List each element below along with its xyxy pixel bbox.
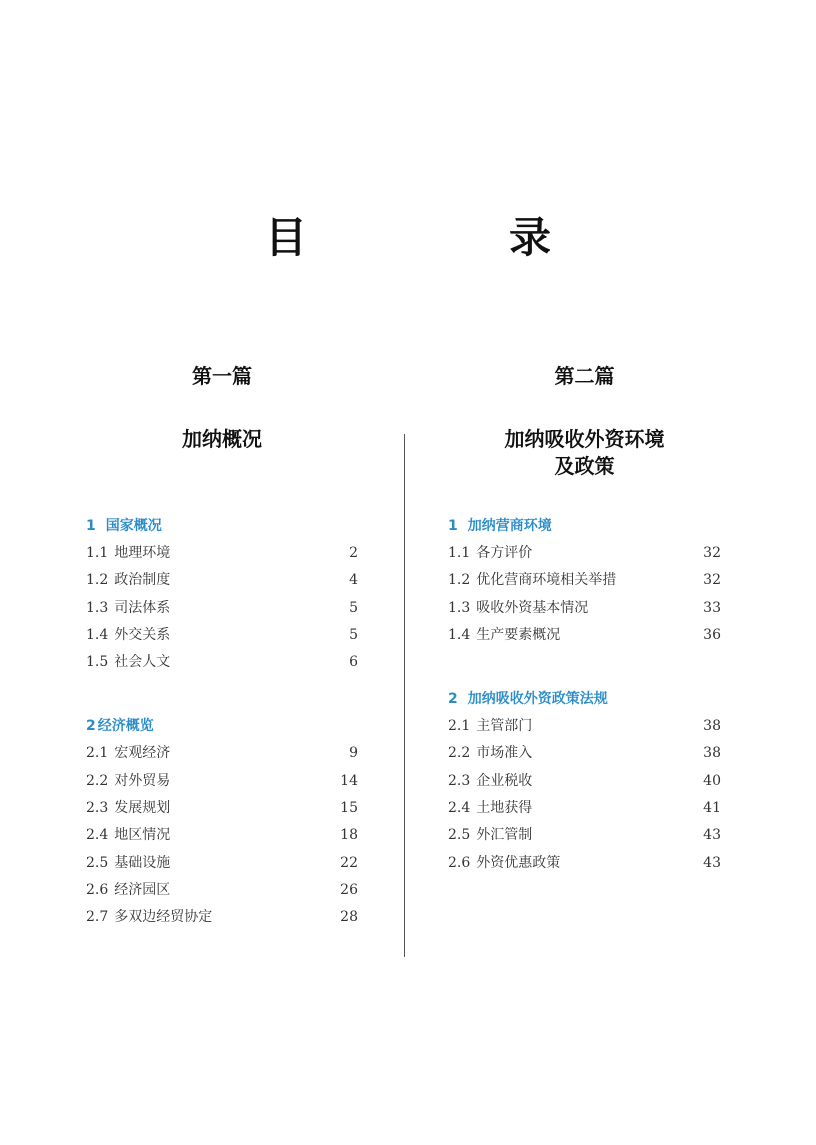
section-heading[interactable]: [448, 686, 721, 713]
toc-entry[interactable]: [448, 740, 721, 767]
part-title: [86, 426, 358, 453]
entry-text: 外资优惠政策: [476, 854, 561, 871]
entry-text: 基础设施: [114, 854, 171, 871]
entry-number: 2.7: [86, 909, 109, 926]
entry-text: 外汇管制: [476, 827, 533, 844]
toc-entry[interactable]: [448, 822, 721, 849]
entry-text: 土地获得: [476, 800, 533, 817]
entry-page: 43: [703, 854, 721, 871]
entry-text: 市场准入: [476, 745, 533, 762]
entry-page: 26: [340, 881, 358, 898]
entry-number: 1.4: [86, 626, 109, 643]
entry-page: 5: [349, 626, 358, 643]
toc-entry[interactable]: [86, 595, 358, 622]
entry-page: 5: [349, 599, 358, 616]
toc-entry[interactable]: [86, 822, 358, 849]
toc-entry[interactable]: [86, 622, 358, 649]
column-divider: [404, 434, 405, 957]
entry-number: 2.6: [86, 881, 109, 898]
toc-entry[interactable]: [86, 740, 358, 767]
toc-entry[interactable]: [448, 850, 721, 877]
section-heading[interactable]: [86, 513, 358, 540]
entry-page: 36: [703, 626, 721, 643]
part-title-line: 加纳吸收外资环境: [504, 427, 665, 451]
entry-text: 经济园区: [114, 881, 171, 898]
page-title: 目 录: [264, 213, 631, 262]
entry-page: 38: [703, 745, 721, 762]
entry-number: 2.4: [86, 827, 109, 844]
section-heading-text: 加纳吸收外资政策法规: [467, 691, 608, 708]
entry-page: 6: [349, 654, 358, 671]
entry-number: 1.3: [448, 599, 471, 616]
entry-text: 宏观经济: [114, 745, 171, 762]
toc-entry[interactable]: [448, 795, 721, 822]
entry-number: 1.1: [86, 545, 109, 561]
entry-number: 1.4: [448, 626, 471, 643]
entry-number: 2.5: [86, 854, 109, 871]
part-title-line: 加纳概况: [182, 427, 262, 451]
entry-page: 33: [703, 599, 721, 616]
entry-number: 2.3: [448, 772, 471, 789]
toc-entry[interactable]: [448, 567, 721, 594]
entry-number: 2.1: [448, 718, 471, 735]
section-number: 1: [448, 518, 458, 534]
entry-text: 企业税收: [476, 772, 533, 789]
part-label: 第二篇: [554, 364, 615, 388]
section-number: 2: [448, 691, 458, 708]
entry-page: 18: [340, 827, 358, 844]
entry-number: 1.2: [448, 572, 471, 589]
entry-text: 优化营商环境相关举措: [476, 572, 617, 589]
entry-text: 主管部门: [476, 718, 533, 735]
entry-page: 32: [703, 545, 721, 561]
toc-entry[interactable]: [448, 713, 721, 740]
toc-entry[interactable]: [448, 540, 721, 567]
section-heading[interactable]: [448, 513, 721, 540]
toc-entry[interactable]: [86, 567, 358, 594]
toc-sections: [448, 513, 721, 877]
entry-number: 2.3: [86, 800, 109, 817]
toc-entry[interactable]: [86, 649, 358, 676]
entry-number: 1.5: [86, 654, 109, 671]
entry-number: 2.1: [86, 745, 109, 762]
entry-number: 2.2: [86, 772, 109, 789]
entry-page: 14: [340, 772, 358, 789]
section-heading-text: 国家概况: [105, 518, 162, 534]
entry-text: 多双边经贸协定: [114, 909, 213, 926]
entry-number: 2.5: [448, 827, 471, 844]
section-number: 2: [86, 718, 96, 735]
entry-page: 38: [703, 718, 721, 735]
toc-entry[interactable]: [448, 622, 721, 649]
section-heading-text: 加纳营商环境: [467, 518, 552, 534]
toc-entry[interactable]: [86, 850, 358, 877]
toc-entry[interactable]: [86, 768, 358, 795]
entry-text: 发展规划: [114, 800, 171, 817]
entry-page: 22: [340, 854, 358, 871]
entry-text: 各方评价: [476, 545, 533, 561]
entry-page: 28: [340, 909, 358, 926]
toc-sections: [86, 513, 358, 932]
toc-entry[interactable]: [448, 768, 721, 795]
toc-entry[interactable]: [86, 877, 358, 904]
entry-text: 对外贸易: [114, 772, 171, 789]
entry-number: 2.4: [448, 800, 471, 817]
entry-text: 司法体系: [114, 599, 171, 616]
entry-text: 吸收外资基本情况: [476, 599, 589, 616]
entry-text: 外交关系: [114, 626, 171, 643]
section-gap: [86, 676, 358, 713]
section-number: 1: [86, 518, 96, 534]
toc-entry[interactable]: [448, 595, 721, 622]
toc-entry[interactable]: [86, 795, 358, 822]
entry-page: 32: [703, 572, 721, 589]
section-heading-text: 经济概览: [97, 718, 154, 735]
entry-text: 生产要素概况: [476, 626, 561, 643]
part-title: [448, 426, 721, 480]
toc-entry[interactable]: [86, 540, 358, 567]
entry-page: 4: [349, 572, 358, 589]
entry-page: 43: [703, 827, 721, 844]
entry-page: 40: [703, 772, 721, 789]
entry-page: 41: [703, 800, 721, 817]
entry-page: 9: [349, 745, 358, 762]
entry-page: 15: [340, 800, 358, 817]
entry-text: 政治制度: [114, 572, 171, 589]
entry-number: 1.3: [86, 599, 109, 616]
entry-number: 2.2: [448, 745, 471, 762]
entry-text: 地区情况: [114, 827, 171, 844]
entry-number: 1.2: [86, 572, 109, 589]
entry-text: 地理环境: [114, 545, 171, 561]
entry-page: 2: [349, 545, 358, 561]
part-title-line: 及政策: [554, 454, 615, 478]
part-label: 第一篇: [192, 364, 252, 388]
entry-number: 1.1: [448, 545, 471, 561]
toc-entry[interactable]: [86, 904, 358, 931]
entry-text: 社会人文: [114, 654, 171, 671]
section-heading[interactable]: [86, 713, 358, 740]
section-gap: [448, 649, 721, 686]
entry-number: 2.6: [448, 854, 471, 871]
